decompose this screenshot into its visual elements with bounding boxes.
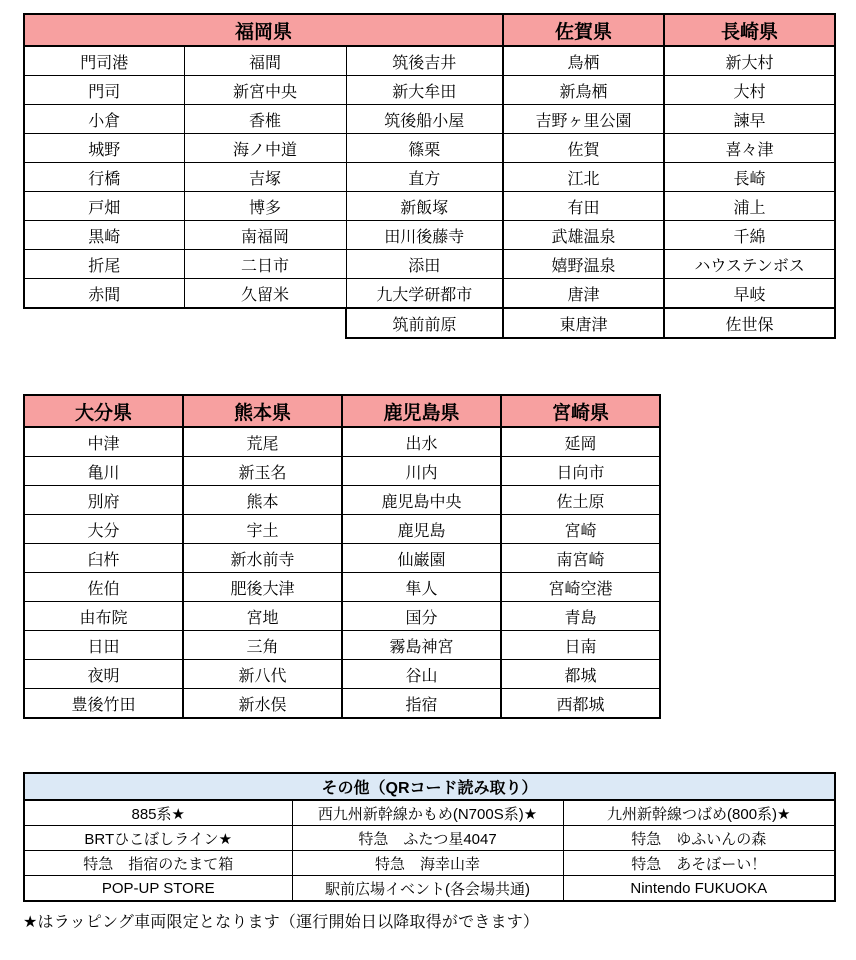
station-cell: 鳥栖: [503, 46, 664, 76]
station-cell: 佐賀: [503, 134, 664, 163]
station-cell: 添田: [346, 250, 503, 279]
table-row: [24, 800, 835, 826]
station-cell: 青島: [501, 602, 660, 631]
station-cell: 宮崎: [501, 515, 660, 544]
station-cell: 門司港: [24, 46, 184, 76]
station-cell: 諫早: [664, 105, 835, 134]
table-row: [24, 192, 835, 221]
table-row: [24, 427, 660, 457]
header-saga-prefecture: 佐賀県: [503, 14, 664, 46]
station-cell: 臼杵: [24, 544, 183, 573]
station-cell: 熊本: [183, 486, 342, 515]
station-cell: 日南: [501, 631, 660, 660]
station-cell: 肥後大津: [183, 573, 342, 602]
fukuoka-saga-nagasaki-station-table: [23, 13, 836, 339]
station-cell: 長崎: [664, 163, 835, 192]
station-cell: 谷山: [342, 660, 501, 689]
station-cell: 久留米: [184, 279, 346, 309]
header-kumamoto-prefecture: 熊本県: [183, 395, 342, 427]
station-cell: 行橋: [24, 163, 184, 192]
other-item-cell: 特急 ゆふいんの森: [563, 826, 835, 851]
station-cell: 浦上: [664, 192, 835, 221]
table-row: [24, 660, 660, 689]
station-cell: 西都城: [501, 689, 660, 719]
table-row: [24, 515, 660, 544]
station-cell: 千綿: [664, 221, 835, 250]
station-cell: 日田: [24, 631, 183, 660]
other-header-row: [24, 773, 835, 800]
station-cell: ハウステンボス: [664, 250, 835, 279]
station-cell: 赤間: [24, 279, 184, 309]
table-row: [24, 46, 835, 76]
header-other-qr: その他（QRコード読み取り）: [24, 773, 835, 800]
station-cell: 筑前前原: [346, 308, 503, 338]
header-nagasaki-prefecture: 長崎県: [664, 14, 835, 46]
table-row: [24, 573, 660, 602]
empty-cell: [184, 308, 346, 338]
station-cell: 武雄温泉: [503, 221, 664, 250]
station-cell: 宇土: [183, 515, 342, 544]
station-cell: 由布院: [24, 602, 183, 631]
station-cell: 夜明: [24, 660, 183, 689]
station-cell: 東唐津: [503, 308, 664, 338]
station-cell: 仙巌園: [342, 544, 501, 573]
station-cell: 宮崎空港: [501, 573, 660, 602]
station-cell: 田川後藤寺: [346, 221, 503, 250]
station-cell: 豊後竹田: [24, 689, 183, 719]
station-cell: 新大牟田: [346, 76, 503, 105]
station-cell: 佐伯: [24, 573, 183, 602]
header-oita-prefecture: 大分県: [24, 395, 183, 427]
station-cell: 佐土原: [501, 486, 660, 515]
station-cell: 川内: [342, 457, 501, 486]
table-row: [24, 851, 835, 876]
prefecture-header-row: [24, 395, 660, 427]
station-cell: 篠栗: [346, 134, 503, 163]
station-cell: 折尾: [24, 250, 184, 279]
station-cell: 海ノ中道: [184, 134, 346, 163]
other-item-cell: BRTひこぼしライン★: [24, 826, 292, 851]
station-cell: 新鳥栖: [503, 76, 664, 105]
station-cell: 出水: [342, 427, 501, 457]
station-cell: 新飯塚: [346, 192, 503, 221]
table-row: [24, 689, 660, 719]
station-cell: 中津: [24, 427, 183, 457]
station-cell: 隼人: [342, 573, 501, 602]
table-row: [24, 876, 835, 902]
station-cell: 唐津: [503, 279, 664, 309]
station-cell: 戸畑: [24, 192, 184, 221]
table-row: [24, 76, 835, 105]
station-cell: 新宮中央: [184, 76, 346, 105]
station-cell: 福間: [184, 46, 346, 76]
header-fukuoka-prefecture: 福岡県: [24, 14, 503, 46]
station-cell: 新水前寺: [183, 544, 342, 573]
station-cell: 筑後吉井: [346, 46, 503, 76]
station-cell: 都城: [501, 660, 660, 689]
other-item-cell: 特急 ふたつ星4047: [292, 826, 563, 851]
table-row: [24, 134, 835, 163]
station-cell: 新大村: [664, 46, 835, 76]
station-cell: 亀川: [24, 457, 183, 486]
oita-kumamoto-kagoshima-miyazaki-station-table: [23, 394, 661, 719]
station-cell: 別府: [24, 486, 183, 515]
station-cell: 大分: [24, 515, 183, 544]
station-cell: 城野: [24, 134, 184, 163]
table-row: [24, 544, 660, 573]
table-row: [24, 250, 835, 279]
other-item-cell: 特急 海幸山幸: [292, 851, 563, 876]
table-row: [24, 631, 660, 660]
table-row: [24, 602, 660, 631]
station-cell: 筑後船小屋: [346, 105, 503, 134]
other-item-cell: 九州新幹線つばめ(800系)★: [563, 800, 835, 826]
other-item-cell: 駅前広場イベント(各会場共通): [292, 876, 563, 902]
station-cell: 新水俣: [183, 689, 342, 719]
station-cell: 新玉名: [183, 457, 342, 486]
station-cell: 九大学研都市: [346, 279, 503, 309]
station-cell: 鹿児島: [342, 515, 501, 544]
wrapping-train-footnote: ★はラッピング車両限定となります（運行開始日以降取得ができます）: [23, 914, 540, 931]
table-row: [24, 486, 660, 515]
station-cell: 喜々津: [664, 134, 835, 163]
station-cell: 吉塚: [184, 163, 346, 192]
other-item-cell: 885系★: [24, 800, 292, 826]
station-cell: 江北: [503, 163, 664, 192]
station-cell: 大村: [664, 76, 835, 105]
station-cell: 早岐: [664, 279, 835, 309]
table-row: [24, 163, 835, 192]
station-cell: 佐世保: [664, 308, 835, 338]
empty-cell: [24, 308, 184, 338]
table-row: [24, 308, 835, 338]
other-item-cell: Nintendo FUKUOKA: [563, 876, 835, 902]
other-item-cell: 特急 指宿のたまて箱: [24, 851, 292, 876]
station-cell: 門司: [24, 76, 184, 105]
table-row: [24, 221, 835, 250]
station-cell: 南福岡: [184, 221, 346, 250]
other-item-cell: 西九州新幹線かもめ(N700S系)★: [292, 800, 563, 826]
station-cell: 嬉野温泉: [503, 250, 664, 279]
station-cell: 黒崎: [24, 221, 184, 250]
station-cell: 博多: [184, 192, 346, 221]
other-item-cell: POP-UP STORE: [24, 876, 292, 902]
station-cell: 小倉: [24, 105, 184, 134]
station-cell: 香椎: [184, 105, 346, 134]
other-qr-read-table: [23, 772, 836, 902]
table-row: [24, 279, 835, 309]
station-cell: 吉野ヶ里公園: [503, 105, 664, 134]
station-cell: 国分: [342, 602, 501, 631]
station-cell: 霧島神宮: [342, 631, 501, 660]
station-cell: 日向市: [501, 457, 660, 486]
station-cell: 荒尾: [183, 427, 342, 457]
table-row: [24, 457, 660, 486]
header-miyazaki-prefecture: 宮崎県: [501, 395, 660, 427]
station-cell: 南宮崎: [501, 544, 660, 573]
table-row: [24, 105, 835, 134]
station-cell: 鹿児島中央: [342, 486, 501, 515]
station-cell: 三角: [183, 631, 342, 660]
station-cell: 有田: [503, 192, 664, 221]
station-cell: 指宿: [342, 689, 501, 719]
station-cell: 新八代: [183, 660, 342, 689]
station-cell: 延岡: [501, 427, 660, 457]
station-cell: 二日市: [184, 250, 346, 279]
station-cell: 宮地: [183, 602, 342, 631]
prefecture-header-row: [24, 14, 835, 46]
other-item-cell: 特急 あそぼーい！: [563, 851, 835, 876]
header-kagoshima-prefecture: 鹿児島県: [342, 395, 501, 427]
station-cell: 直方: [346, 163, 503, 192]
table-row: [24, 826, 835, 851]
